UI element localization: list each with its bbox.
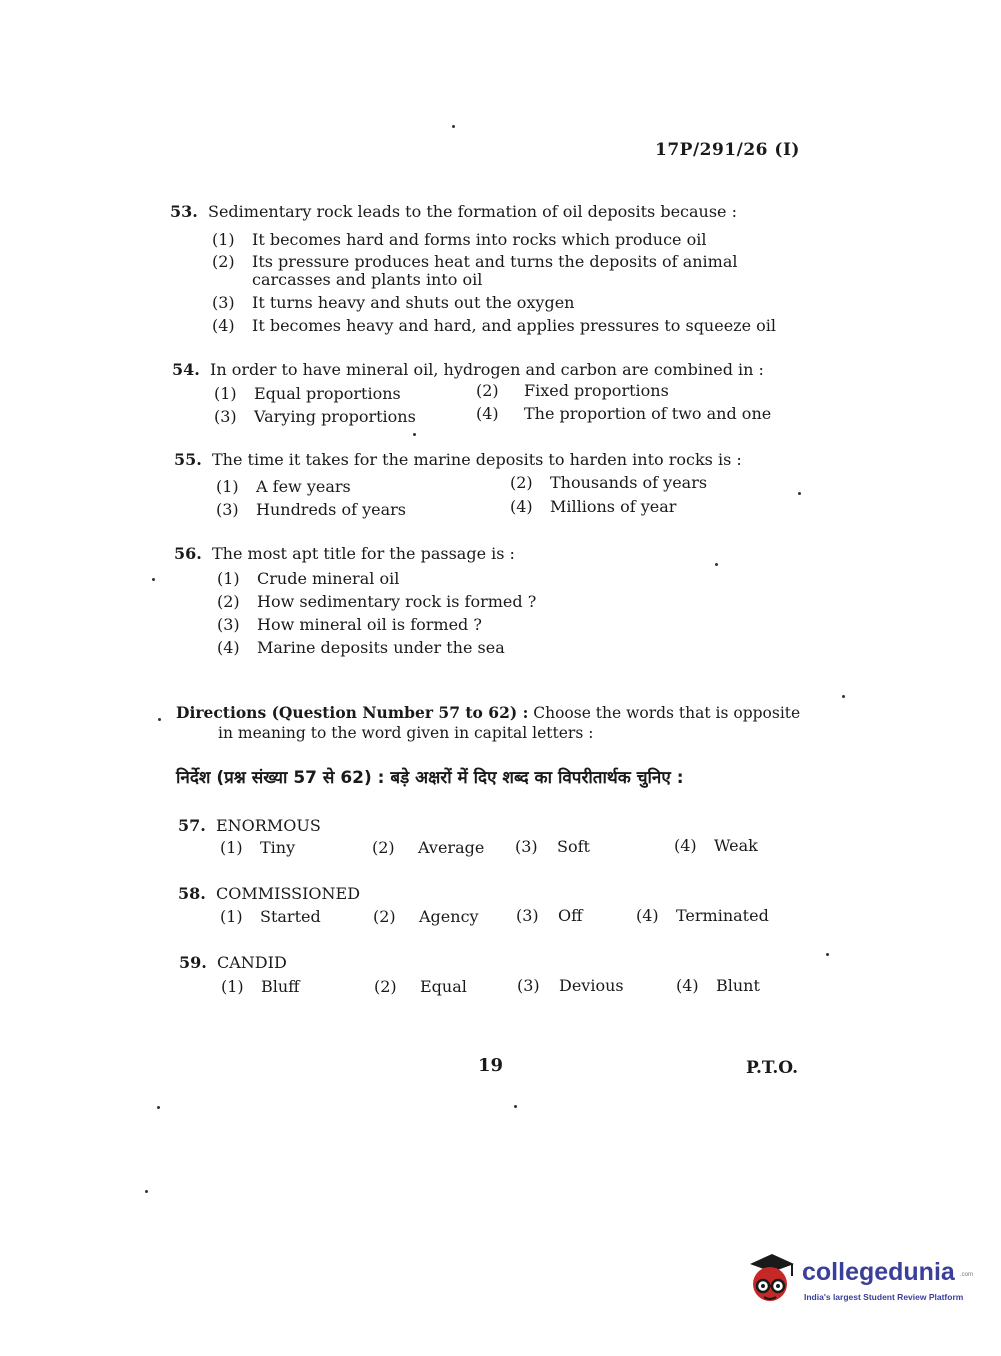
option: (4) Marine deposits under the sea: [217, 638, 505, 657]
option: (3) Soft: [515, 837, 590, 856]
option: (4) Weak: [674, 836, 758, 855]
option: (3) Devious: [517, 976, 624, 995]
directions: [176, 703, 806, 743]
option: (3) Hundreds of years: [216, 500, 407, 519]
scan-speck: [413, 433, 416, 436]
mascot-icon: [742, 1250, 798, 1306]
option: (1) Equal proportions: [214, 384, 401, 403]
option: (4) Millions of year: [510, 497, 677, 516]
directions-text: Choose the words that is opposite: [533, 704, 801, 722]
page-number: 19: [478, 1055, 504, 1076]
option: (4) It becomes heavy and hard, and applies pressures to squeeze oil: [212, 316, 777, 335]
question-55: 55. The time it takes for the marine deposits to harden into rocks is :: [174, 450, 742, 469]
logo-brand: collegedunia: [802, 1258, 955, 1286]
question-53: [170, 200, 737, 224]
option: (1) A few years: [216, 477, 351, 496]
option: (1) It becomes hard and forms into rocks which produce oil: [212, 230, 707, 249]
scan-speck: [715, 563, 718, 566]
option: (2) How sedimentary rock is formed ?: [217, 592, 537, 611]
directions-label: Directions (Question Number 57 to 62) :: [176, 703, 529, 722]
scan-speck: [158, 718, 161, 721]
scan-speck: [157, 1106, 160, 1109]
option: (2) Average: [372, 838, 485, 857]
logo-tagline: India's largest Student Review Platform: [804, 1292, 964, 1302]
option: (2) Its pressure produces heat and turns the deposits of animal: [212, 252, 738, 271]
question-54: 54. In order to have mineral oil, hydrogen and carbon are combined in :: [172, 360, 764, 379]
option: (3) It turns heavy and shuts out the oxygen: [212, 293, 575, 312]
directions-text-2: in meaning to the word given in capital letters :: [218, 724, 594, 742]
collegedunia-logo: [742, 1250, 972, 1310]
directions-hindi: निर्देश (प्रश्न संख्या 57 से 62) : बड़े अक्षरों में दिए शब्द का विपरीतार्थक चुनिए :: [176, 768, 684, 788]
option: (1) Started: [220, 907, 321, 926]
question-56: 56. The most apt title for the passage is :: [174, 544, 515, 563]
question-59: 59. CANDID: [179, 953, 287, 972]
option: (1) Tiny: [220, 838, 296, 857]
option: (4) Blunt: [676, 976, 760, 995]
question-57: 57. ENORMOUS: [178, 816, 321, 835]
option: (3) How mineral oil is formed ?: [217, 615, 482, 634]
paper-code: 17P/291/26 (I): [655, 140, 800, 160]
scan-speck: [514, 1105, 517, 1108]
option: (2) Fixed proportions: [476, 381, 669, 400]
logo-suffix: .com: [960, 1272, 974, 1278]
scan-speck: [145, 1190, 148, 1193]
option: (4) Terminated: [636, 906, 769, 925]
option-continuation: carcasses and plants into oil: [252, 270, 483, 289]
option: (3) Varying proportions: [214, 407, 416, 426]
question-number: 53.: [170, 202, 198, 221]
pto-label: P.T.O.: [746, 1058, 798, 1078]
scan-speck: [826, 953, 829, 956]
scan-speck: [798, 492, 801, 495]
option: (1) Crude mineral oil: [217, 569, 400, 588]
option: (2) Agency: [373, 907, 479, 926]
scan-speck: [452, 125, 455, 128]
question-text: Sedimentary rock leads to the formation of oil deposits because :: [208, 202, 737, 221]
option: (2) Thousands of years: [510, 473, 708, 492]
option: (1) Bluff: [221, 977, 300, 996]
scan-speck: [842, 695, 845, 698]
option: (3) Off: [516, 906, 583, 925]
option: (2) Equal: [374, 977, 467, 996]
option: (4) The proportion of two and one: [476, 404, 772, 423]
question-58: 58. COMMISSIONED: [178, 884, 361, 903]
scan-speck: [152, 578, 155, 581]
